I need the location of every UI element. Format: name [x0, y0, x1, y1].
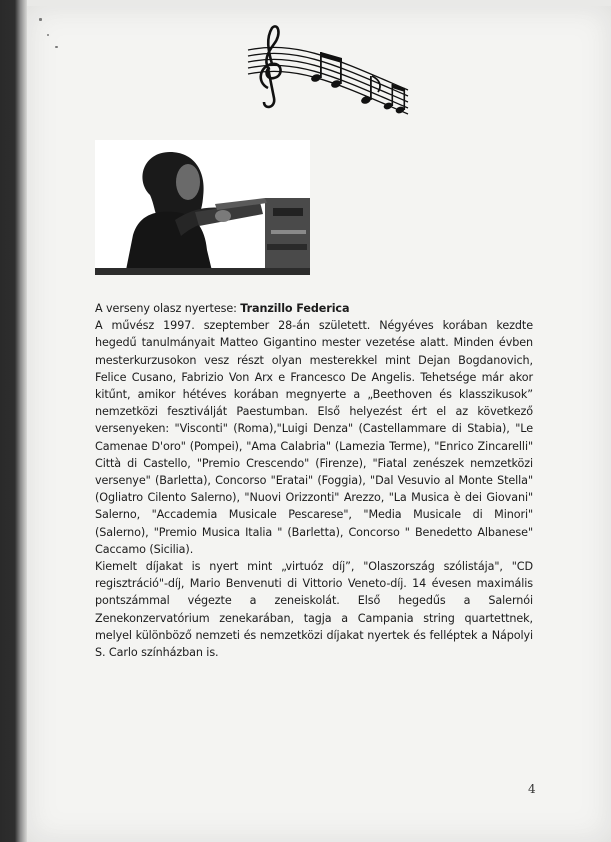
biography-paragraph-1: A művész 1997. szeptember 28-án született. Négyéves korában kezdte hegedű tanulmányait Matteo Gigantino mester vezetése alatt. Minden évben mesterkurzusokon vesz részt olyan mesterekkel mint Dejan Bogdanovich, Felice Cusano, Fabrizio Von Arx e Francesco De Angelis. Tehetsége már akor kitűnt, amikor hétéves korában megnyerte a „Beethoven és klasszikusok” nemzetközi fesztiválját Paestumban. Első helyezést ért el az következő versenyeken: "Visconti" (Roma),"Luigi Denza" (Castellammare di Stabia), "Le Camenae D'oro" (Pompei), "Ama Calabria" (Lamezia Terme), "Enrico Zincarelli" Città di Castello, "Premio Crescendo" (Firenze), "Fiatal zenészek nemzetközi versenye" (Barletta), Concorso "Eratai" (Foggia), "Dal Vesuvio al Monte Stella" (Ogliatro Cilento Salerno), "Nuovi Orizzonti" Arezzo, "La Musica è dei Giovani" Salerno, "Accademia Musicale Pescarese", "Media Musicale di Minori" (Salerno), "Premio Musica Italia " (Barletta), Concorso " Benedetto Albanese" Caccamo (Sicilia). [95, 319, 533, 556]
intro-line [95, 300, 533, 317]
scan-speck [55, 46, 58, 48]
scan-speck [47, 34, 49, 36]
violinist-photo [95, 140, 310, 275]
scan-speck [39, 18, 42, 21]
artist-name: Tranzillo Federica [240, 302, 350, 315]
biography-text [95, 300, 533, 661]
intro-label: A verseny olasz nyertese: [95, 302, 237, 315]
scan-edge [0, 0, 27, 842]
biography-paragraph-2: Kiemelt díjakat is nyert mint „virtuóz díj”, "Olaszország szólistája", "CD regisztráció"-díj, Mario Benvenuti di Vittorio Veneto-díj. 14 évesen maximális pontszámmal végezte a zeneiskolát. Első hegedűs a Salernói Zenekonzervatórium zenekarában, tagja a Campania string quartettnek, melyel különböző nemzeti és nemzetközi díjakat nyertek és felléptek a Nápolyi S. Carlo színházban is. [95, 560, 533, 660]
music-notes-icon [238, 20, 413, 115]
page-number: 4 [528, 782, 536, 796]
